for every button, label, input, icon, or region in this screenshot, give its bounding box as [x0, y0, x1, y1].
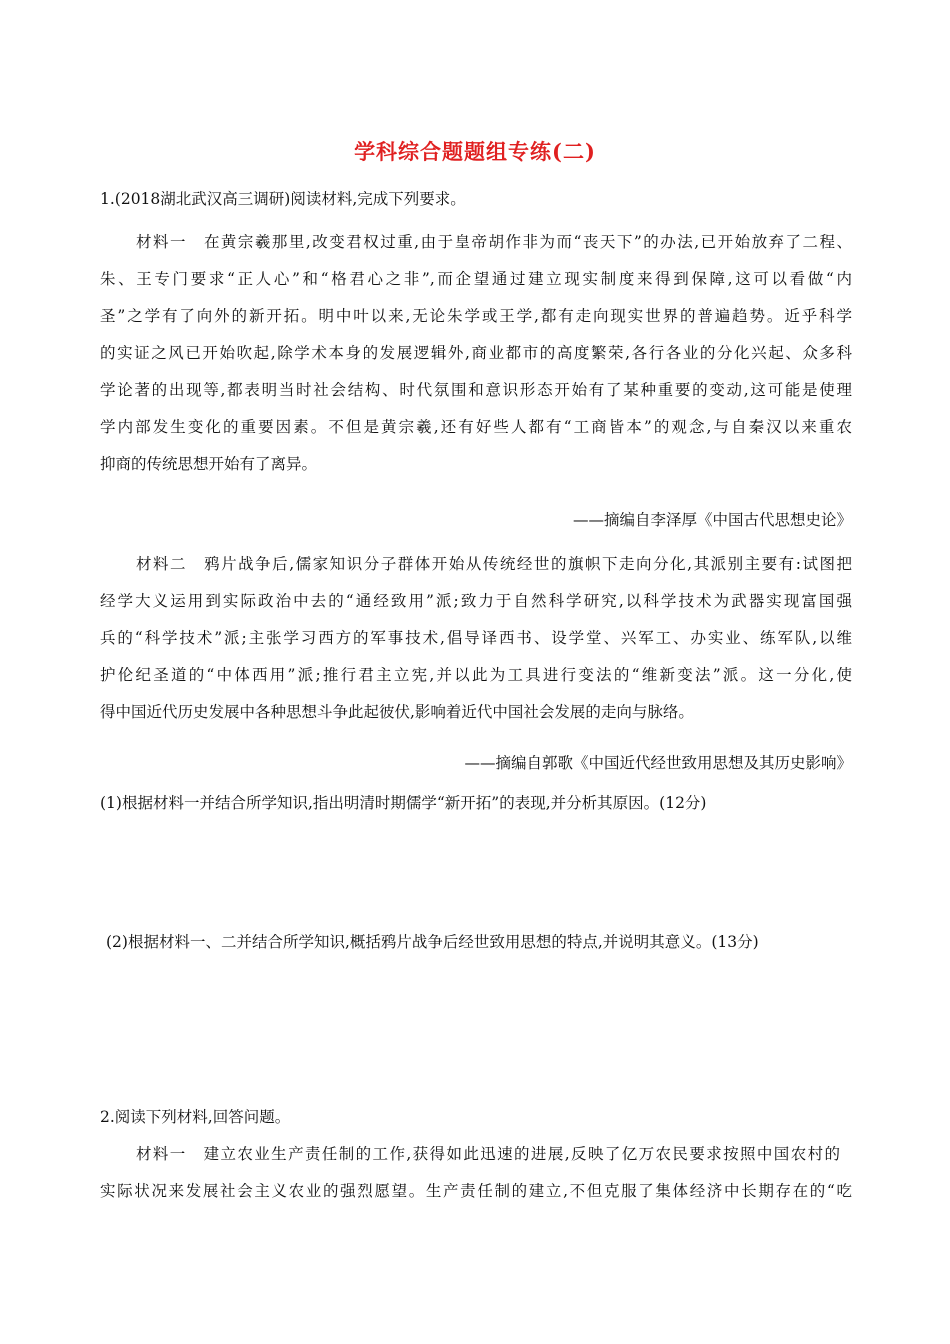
q1-material-1-source: ——摘编自李泽厚《中国古代思想史论》	[572, 511, 852, 529]
q1-material-1-line: 圣”之学有了向外的新开拓。明中叶以来,无论朱学或王学,都有走向现实世界的普遍趋势。近乎科学	[100, 307, 852, 325]
q1-material-1-line: 材料一 在黄宗羲那里,改变君权过重,由于皇帝胡作非为而“丧天下”的办法,已开始放弃了二程、	[136, 233, 852, 251]
q1-material-1-line: 学论著的出现等,都表明当时社会结构、时代氛围和意识形态开始有了某种重要的变动,这可能是使理	[100, 381, 852, 399]
q2-material-1-line: 实际状况来发展社会主义农业的强烈愿望。生产责任制的建立,不但克服了集体经济中长期存在的“吃	[100, 1182, 852, 1200]
q1-material-2-line: 得中国近代历史发展中各种思想斗争此起彼伏,影响着近代中国社会发展的走向与脉络。	[100, 703, 694, 721]
q1-material-1-line: 抑商的传统思想开始有了离异。	[100, 455, 318, 473]
q1-material-2-line: 兵的“科学技术”派;主张学习西方的军事技术,倡导译西书、设学堂、兴军工、办实业、练军队,以维	[100, 629, 852, 647]
question-1-intro: 1.(2018湖北武汉高三调研)阅读材料,完成下列要求。	[100, 190, 466, 208]
q1-material-2-source: ——摘编自郭歌《中国近代经世致用思想及其历史影响》	[464, 754, 852, 772]
q1-material-2-line: 护伦纪圣道的“中体西用”派;推行君主立宪,并以此为工具进行变法的“维新变法”派。这一分化,使	[100, 666, 852, 684]
question-2-intro: 2.阅读下列材料,回答问题。	[100, 1108, 291, 1126]
q1-material-1-line: 的实证之风已开始吹起,除学术本身的发展逻辑外,商业都市的高度繁荣,各行各业的分化兴起、众多科	[100, 344, 852, 362]
q1-subquestion-2: (2)根据材料一、二并结合所学知识,概括鸦片战争后经世致用思想的特点,并说明其意义。(13分)	[106, 933, 759, 951]
q1-material-1-line: 朱、王专门要求“正人心”和“格君心之非”,而企望通过建立现实制度来得到保障,这可以看做“内	[100, 270, 852, 288]
page-title: 学科综合题题组专练(二)	[354, 139, 596, 164]
q1-material-2-line: 经学大义运用到实际政治中去的“通经致用”派;致力于自然科学研究,以科学技术为武器实现富国强	[100, 592, 852, 610]
q1-material-2-line: 材料二 鸦片战争后,儒家知识分子群体开始从传统经世的旗帜下走向分化,其派别主要有:试图把	[136, 555, 852, 573]
q1-material-1-line: 学内部发生变化的重要因素。不但是黄宗羲,还有好些人都有“工商皆本”的观念,与自秦汉以来重农	[100, 418, 852, 436]
q1-subquestion-1: (1)根据材料一并结合所学知识,指出明清时期儒学“新开拓”的表现,并分析其原因。(12分)	[100, 794, 707, 812]
q2-material-1-line: 材料一 建立农业生产责任制的工作,获得如此迅速的进展,反映了亿万农民要求按照中国农村的	[136, 1145, 840, 1163]
